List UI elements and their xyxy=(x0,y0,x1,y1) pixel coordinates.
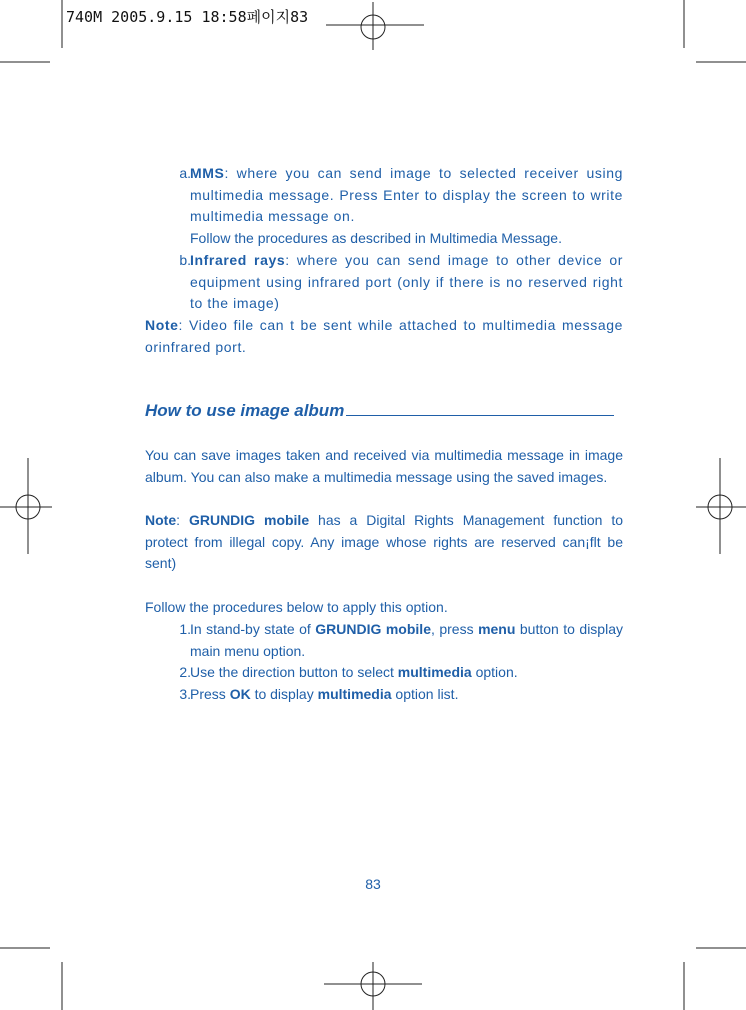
item-b-text: : where you can send image to other device or equipment using infrared port (only if there is no reserved right to the image) xyxy=(190,252,623,311)
note-2-text: has a Digital Rights Management function to protect from illegal copy. Any image whose rights are reserved can¡flt be sent) xyxy=(145,512,624,571)
step-3-number: 3. xyxy=(179,686,191,702)
item-a-term: MMS xyxy=(190,165,225,181)
note-2: Note: GRUNDIG mobile has a Digital Rights Management function to protect from illegal copy. Any image whose rights are reserved can¡flt be sent) xyxy=(145,512,624,571)
item-a-text: : where you can send image to selected receiver using multimedia message. Press Enter to display the screen to write multimedia message on. xyxy=(190,165,623,224)
item-a-marker: a. xyxy=(179,165,191,181)
note-1-label: Note xyxy=(145,317,179,333)
note-1 xyxy=(145,315,623,358)
step-3: Press OK to display multimedia option list. xyxy=(190,686,459,702)
step-2: Use the direction button to select multimedia option. xyxy=(190,664,518,680)
note-1-text: : Video file can t be sent while attached to multimedia message orinfrared port. xyxy=(145,317,623,355)
page-number: 83 xyxy=(365,876,381,892)
item-a xyxy=(190,163,623,228)
procedures-intro: Follow the procedures below to apply this option. xyxy=(145,599,448,615)
step-2-number: 2. xyxy=(179,664,191,680)
step-1-number: 1. xyxy=(179,621,191,637)
item-a-follow: Follow the procedures as described in Multimedia Message. xyxy=(190,230,562,246)
print-header: 740M 2005.9.15 18:58페이지83 xyxy=(66,8,309,26)
step-1: In stand-by state of GRUNDIG mobile, press menu button to display main menu option. xyxy=(190,621,623,659)
note-2-label: Note xyxy=(145,512,177,528)
item-b-marker: b. xyxy=(179,252,191,268)
section-title: How to use image album xyxy=(145,400,614,422)
item-b-term: Infrared rays xyxy=(190,252,286,268)
item-b xyxy=(190,250,623,315)
note-2-brand: GRUNDIG mobile xyxy=(188,512,310,528)
title-rule xyxy=(346,415,614,416)
intro-paragraph: You can save images taken and received via multimedia message in image album. You can also make a multimedia message using the saved images. xyxy=(145,447,623,485)
